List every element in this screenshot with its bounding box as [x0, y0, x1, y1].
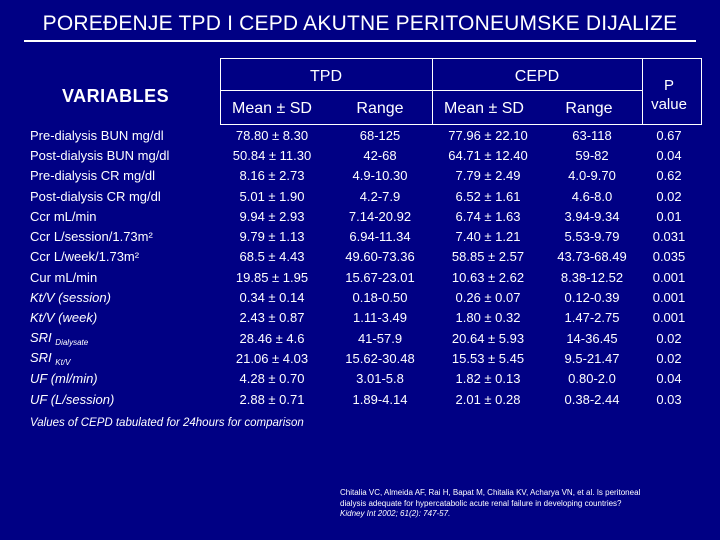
tpd-range-cell: 42-68 [363, 147, 397, 163]
variable-label [30, 328, 220, 348]
tpd-mean-cell: 50.84 ± 11.30 [232, 147, 312, 163]
cepd-range-cell: 59-82 [575, 147, 609, 163]
cepd-mean-sd-header: Mean ± SD [444, 100, 524, 117]
table-row [30, 328, 694, 348]
variable-label [30, 226, 220, 246]
cepd-range-cell: 0.38-2.44 [564, 391, 620, 407]
variables-header: VARIABLES [62, 86, 170, 106]
variable-label [30, 125, 220, 145]
cepd-mean-cell: 7.79 ± 2.49 [455, 168, 521, 184]
cepd-range-cell: 9.5-21.47 [564, 350, 620, 366]
p-value-header-line1: P [663, 77, 674, 94]
cepd-mean-cell: 0.26 ± 0.07 [455, 290, 521, 306]
cepd-mean-cell: 2.01 ± 0.28 [455, 391, 521, 407]
citation [340, 488, 700, 520]
table-row [30, 287, 694, 307]
variable-label-text: UF (ml/min) [30, 371, 98, 387]
variable-label [30, 206, 220, 226]
header-right-border [701, 58, 702, 124]
variable-label-text: Kt/V (week) [30, 310, 98, 326]
tpd-mean-cell: 8.16 ± 2.73 [239, 168, 305, 184]
cepd-range-cell: 63-118 [572, 127, 612, 143]
p-value-cell: 0.62 [656, 168, 682, 184]
citation-journal: Kidney Int 2002; 61(2): 747-57. [340, 509, 451, 518]
cepd-mean-cell: 20.64 ± 5.93 [451, 330, 525, 346]
variable-label-text: Post-dialysis BUN mg/dl [30, 147, 170, 163]
cepd-mean-cell: 77.96 ± 22.10 [448, 127, 528, 143]
variable-label [30, 166, 220, 186]
variable-label [30, 389, 220, 409]
cepd-mean-cell: 6.52 ± 1.61 [455, 188, 521, 204]
slide-title: POREĐENJE TPD I CEPD AKUTNE PERITONEUMSKE DIJALIZE [42, 12, 678, 35]
variable-label-text: Cur mL/min [30, 269, 98, 285]
title-underline [24, 40, 696, 42]
variable-label-text: UF (L/session) [30, 391, 115, 407]
tpd-mean-cell: 9.94 ± 2.93 [239, 208, 305, 224]
cepd-mean-cell: 7.40 ± 1.21 [455, 229, 521, 245]
cepd-mean-cell: 6.74 ± 1.63 [455, 208, 521, 224]
cepd-range-cell: 0.12-0.39 [564, 290, 620, 306]
table-row [30, 369, 694, 389]
cepd-range-header: Range [565, 100, 613, 117]
table-row [30, 389, 694, 409]
variable-label-text: Pre-dialysis BUN mg/dl [30, 127, 164, 143]
tpd-mean-cell: 68.5 ± 4.43 [239, 249, 305, 265]
tpd-mean-cell: 0.34 ± 0.14 [239, 290, 305, 306]
tpd-mean-cell: 2.43 ± 0.87 [239, 310, 305, 326]
tpd-range-cell: 3.01-5.8 [356, 371, 404, 387]
p-value-cell: 0.01 [656, 208, 682, 224]
header-top-border [220, 58, 702, 59]
tpd-mean-cell: 21.06 ± 4.03 [235, 350, 309, 366]
tpd-mean-cell: 4.28 ± 0.70 [239, 371, 305, 387]
tpd-mean-cell: 19.85 ± 1.95 [235, 269, 309, 285]
tpd-mean-cell: 78.80 ± 8.30 [235, 127, 309, 143]
tpd-range-cell: 7.14-20.92 [348, 208, 412, 224]
tpd-range-cell: 1.89-4.14 [352, 391, 408, 407]
table-row [30, 247, 694, 267]
variable-label-text: Ccr mL/min [30, 208, 97, 224]
tpd-range-cell: 49.60-73.36 [345, 249, 415, 265]
cepd-range-cell: 14-36.45 [566, 330, 618, 346]
tpd-header: TPD [310, 68, 342, 85]
variable-label-text: Post-dialysis CR mg/dl [30, 188, 161, 204]
table-row [30, 206, 694, 226]
p-value-cell: 0.67 [656, 127, 682, 143]
tpd-range-cell: 41-57.9 [357, 330, 403, 346]
p-value-cell: 0.001 [652, 290, 686, 306]
cepd-range-cell: 0.80-2.0 [568, 371, 616, 387]
tpd-mean-cell: 28.46 ± 4.6 [239, 330, 305, 346]
p-value-header [646, 76, 692, 114]
table-row [30, 226, 694, 246]
variable-label-text: Kt/V (session) [30, 290, 111, 306]
variable-label-text: Ccr L/week/1.73m² [30, 249, 140, 265]
cepd-mean-cell: 15.53 ± 5.45 [451, 350, 525, 366]
p-value-cell: 0.02 [656, 188, 682, 204]
cepd-range-cell: 1.47-2.75 [564, 310, 620, 326]
tpd-range-cell: 4.2-7.9 [359, 188, 401, 204]
table-row [30, 348, 694, 368]
table-row [30, 267, 694, 287]
table-row [30, 308, 694, 328]
p-value-cell: 0.001 [652, 310, 686, 326]
p-value-header-line2: value [651, 96, 687, 113]
table-row [30, 186, 694, 206]
tpd-range-cell: 15.67-23.01 [345, 269, 415, 285]
variable-subscript: Kt/V [55, 357, 71, 367]
tpd-range-cell: 15.62-30.48 [345, 350, 415, 366]
cepd-mean-cell: 1.80 ± 0.32 [455, 310, 521, 326]
cepd-range-cell: 5.53-9.79 [564, 229, 620, 245]
citation-line2: dialysis adequate for hypercatabolic acute renal failure in developing countries? [340, 498, 622, 508]
variable-label-text: Ccr L/session/1.73m² [30, 229, 153, 245]
cepd-mean-cell: 1.82 ± 0.13 [455, 371, 521, 387]
tpd-range-header: Range [356, 100, 404, 117]
p-value-cell: 0.02 [656, 330, 682, 346]
table-row [30, 125, 694, 145]
variable-label [30, 369, 220, 389]
variable-subscript: Dialysate [55, 337, 89, 347]
variable-label [30, 145, 220, 165]
tpd-range-cell: 6.94-11.34 [349, 229, 411, 245]
tpd-range-cell: 1.11-3.49 [353, 310, 407, 326]
cepd-range-cell: 4.6-8.0 [571, 188, 613, 204]
tpd-range-cell: 0.18-0.50 [352, 290, 408, 306]
table-row [30, 166, 694, 186]
cepd-range-cell: 8.38-12.52 [560, 269, 624, 285]
p-value-cell: 0.04 [656, 147, 682, 163]
header-group-divider [220, 90, 642, 91]
cepd-mean-cell: 58.85 ± 2.57 [451, 249, 525, 265]
variable-label [30, 267, 220, 287]
p-value-cell: 0.04 [656, 371, 682, 387]
p-value-cell: 0.031 [652, 229, 686, 245]
variable-label [30, 247, 220, 267]
p-value-cell: 0.03 [656, 391, 682, 407]
p-value-cell: 0.035 [652, 249, 686, 265]
p-value-cell: 0.02 [656, 350, 682, 366]
table-row [30, 145, 694, 165]
cepd-range-cell: 43.73-68.49 [557, 249, 627, 265]
cepd-mean-cell: 64.71 ± 12.40 [448, 147, 528, 163]
footnote: Values of CEPD tabulated for 24hours for comparison [30, 417, 304, 429]
tpd-range-cell: 68-125 [359, 127, 401, 143]
tpd-range-cell: 4.9-10.30 [352, 168, 408, 184]
variable-label [30, 186, 220, 206]
variable-label [30, 287, 220, 307]
tpd-mean-cell: 2.88 ± 0.71 [239, 391, 305, 407]
variable-label-text: SRI [30, 349, 52, 365]
variable-label-text: Pre-dialysis CR mg/dl [30, 168, 155, 184]
cepd-header: CEPD [514, 68, 560, 85]
cepd-mean-cell: 10.63 ± 2.62 [451, 269, 525, 285]
citation-line1: Chitalia VC, Almeida AF, Rai H, Bapat M, Chitalia KV, Acharya VN, et al. Is peritoneal [340, 488, 641, 497]
header-cepd-p-divider [642, 58, 643, 124]
variable-label-text: SRI [30, 329, 52, 345]
results-table-body [30, 125, 694, 409]
tpd-mean-cell: 5.01 ± 1.90 [239, 188, 305, 204]
cepd-range-cell: 4.0-9.70 [568, 168, 616, 184]
cepd-range-cell: 3.94-9.34 [564, 208, 620, 224]
variable-label [30, 348, 220, 368]
p-value-cell: 0.001 [652, 269, 686, 285]
results-table [30, 125, 694, 409]
tpd-mean-cell: 9.79 ± 1.13 [239, 229, 305, 245]
tpd-mean-sd-header: Mean ± SD [232, 100, 312, 117]
variable-label [30, 308, 220, 328]
